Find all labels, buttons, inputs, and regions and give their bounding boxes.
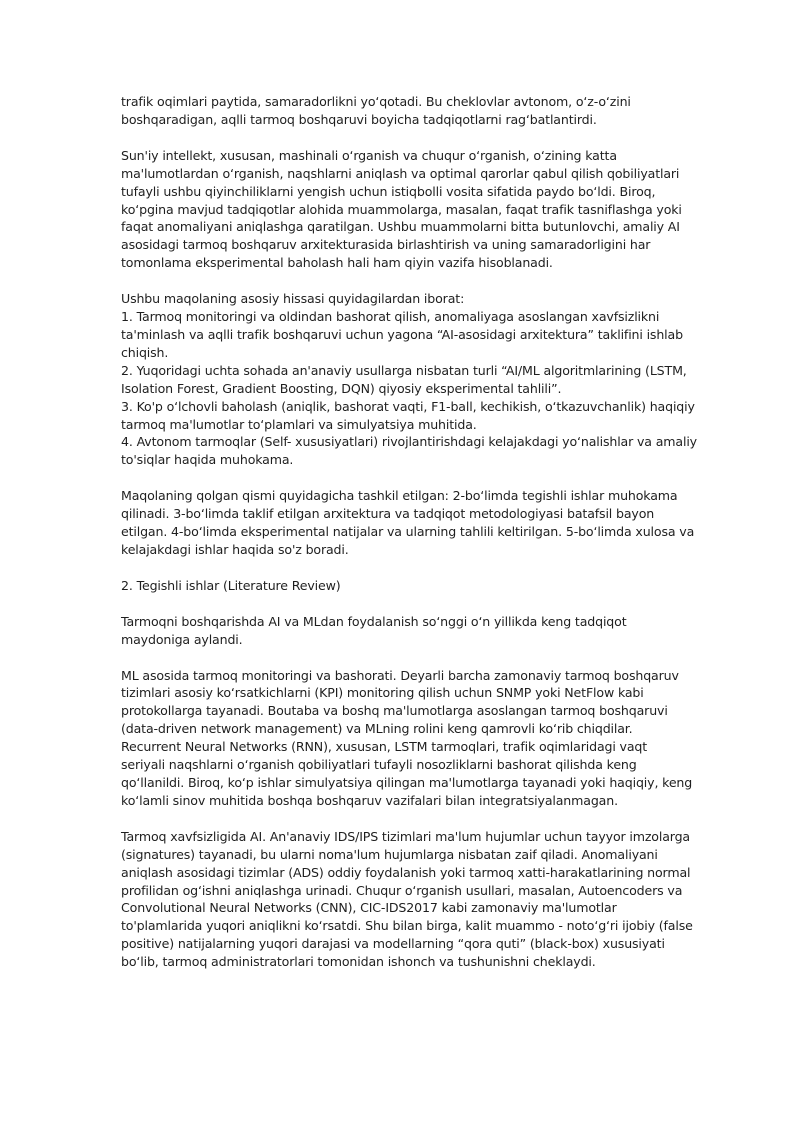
text-line: 4. Avtonom tarmoqlar (Self- xususiyatlari) rivojlantirishdagi kelajakdagi yo‘nalishlar va amaliy bbox=[121, 434, 697, 450]
paragraph-ai-overview bbox=[121, 147, 687, 272]
text-line: maydoniga aylandi. bbox=[121, 631, 243, 647]
text-line: chiqish. bbox=[121, 344, 169, 360]
text-line: 2. Yuqoridagi uchta sohada an'anaviy usullarga nisbatan turli “AI/ML algoritmlarining (LSTM, bbox=[121, 362, 687, 378]
paragraph-contributions bbox=[121, 290, 697, 469]
text-line: etilgan. 4-bo‘limda eksperimental natijalar va ularning tahlili keltirilgan. 5-bo‘limda xulosa va bbox=[121, 524, 695, 540]
paragraph-structure bbox=[121, 487, 695, 559]
text-line: (signatures) tayanadi, bu ularni noma'lum hujumlarga nisbatan zaif qiladi. Anomaliyani bbox=[121, 846, 658, 862]
text-line: 3. Ko'p o‘lchovli baholash (aniqlik, bashorat vaqti, F1-ball, kechikish, o‘tkazuvchanlik) haqiqiy bbox=[121, 398, 695, 414]
text-line: to'siqlar haqida muhokama. bbox=[121, 452, 294, 468]
text-line: bo‘lib, tarmoq administratorlari tomonidan ishonch va tushunishni cheklaydi. bbox=[121, 954, 596, 970]
document-body bbox=[121, 93, 697, 989]
text-line: trafik oqimlari paytida, samaradorlikni yo‘qotadi. Bu cheklovlar avtonom, o‘z-o‘zini bbox=[121, 94, 631, 109]
text-line: Tarmoqni boshqarishda AI va MLdan foydalanish so‘nggi o‘n yillikda keng tadqiqot bbox=[121, 613, 627, 629]
text-line: kelajakdagi ishlar haqida so'z boradi. bbox=[121, 541, 349, 557]
paragraph-efficiency-intro bbox=[121, 93, 687, 129]
text-line: protokollarga tayanadi. Boutaba va boshq ma'lumotlarga asoslangan tarmoq boshqaruvi bbox=[121, 703, 668, 719]
text-line: Ushbu maqolaning asosiy hissasi quyidagilardan iborat: bbox=[121, 291, 465, 307]
text-line: ta'minlash va aqlli trafik boshqaruvi uchun yagona “AI-asosidagi arxitektura” taklifini ishlab bbox=[121, 326, 683, 342]
text-line: boshqaradigan, aqlli tarmoq boshqaruvi boyicha tadqiqotlarni rag‘batlantirdi. bbox=[121, 111, 597, 127]
text-line: tomonlama eksperimental baholash hali ham qiyin vazifa hisoblanadi. bbox=[121, 255, 553, 271]
text-line: tizimlari asosiy ko‘rsatkichlarni (KPI) monitoring qilish uchun SNMP yoki NetFlow kabi bbox=[121, 685, 644, 701]
text-line: to'plamlarida yuqori aniqlikni ko‘rsatdi. Shu bilan birga, kalit muammo - noto‘g‘ri ijobiy (false bbox=[121, 918, 693, 934]
text-line: 1. Tarmoq monitoringi va oldindan bashorat qilish, anomaliyaga asoslangan xavfsizlikni bbox=[121, 309, 660, 325]
text-line: tarmoq ma'lumotlar to‘plamlari va simulyatsiya muhitida. bbox=[121, 416, 477, 432]
text-line: ko‘pgina mavjud tadqiqotlar alohida muammolarga, masalan, faqat trafik tasniflashga yoki bbox=[121, 201, 682, 217]
text-line: faqat anomaliyani aniqlashga qaratilgan. Ushbu muammolarni bitta butunlovchi, amaliy AI bbox=[121, 219, 680, 235]
text-line: Isolation Forest, Gradient Boosting, DQN) qiyosiy eksperimental tahlili”. bbox=[121, 380, 562, 396]
text-line: seriyali naqshlarni o‘rganish qobiliyatlari tufayli nosozliklarni bashorat qilishda keng bbox=[121, 757, 637, 773]
paragraph-related-intro bbox=[121, 613, 687, 649]
text-line: qo‘llanildi. Biroq, ko‘p ishlar simulyatsiya qilingan ma'lumotlarga tayanadi yoki haqiqiy, keng bbox=[121, 775, 693, 790]
text-line: Recurrent Neural Networks (RNN), xususan, LSTM tarmoqlari, trafik oqimlaridagi vaqt bbox=[121, 739, 648, 755]
text-line: positive) natijalarning yuqori darajasi va modellarning “qora quti” (black-box) xususiyati bbox=[121, 936, 665, 952]
text-line: asosidagi tarmoq boshqaruv arxitekturasida birlashtirish va uning samaradorligini har bbox=[121, 237, 651, 253]
section-heading bbox=[121, 577, 687, 595]
text-line: aniqlash asosidagi tizimlar (ADS) oddiy foydalanish yoki tarmoq xatti-harakatlarining normal bbox=[121, 864, 691, 880]
text-line: qilinadi. 3-bo‘limda taklif etilgan arxitektura va tadqiqot metodologiyasi batafsil bayon bbox=[121, 506, 655, 522]
text-line: (data-driven network management) va MLning rolini keng qamrovli ko‘rib chiqdilar. bbox=[121, 721, 633, 737]
text-line: ma'lumotlardan o‘rganish, naqshlarni aniqlash va optimal qarorlar qabul qilish qobiliyatlari bbox=[121, 165, 680, 181]
paragraph-ai-security bbox=[121, 828, 693, 971]
text-line: Tarmoq xavfsizligida AI. An'anaviy IDS/IPS tizimlari ma'lum hujumlar uchun tayyor imzolarga bbox=[121, 828, 690, 844]
text-line: ko‘lamli sinov muhitida boshqa boshqaruv vazifalari bilan integratsiyalanmagan. bbox=[121, 792, 618, 808]
text-line: Maqolaning qolgan qismi quyidagicha tashkil etilgan: 2-bo‘limda tegishli ishlar muhokama bbox=[121, 488, 678, 504]
text-line: Convolutional Neural Networks (CNN), CIC-IDS2017 kabi zamonaviy ma'lumotlar bbox=[121, 900, 617, 916]
section-title: 2. Tegishli ishlar (Literature Review) bbox=[121, 577, 341, 593]
text-line: ML asosida tarmoq monitoringi va bashorati. Deyarli barcha zamonaviy tarmoq boshqaruv bbox=[121, 667, 679, 683]
paragraph-ml-monitoring bbox=[121, 667, 693, 810]
text-line: Sun'iy intellekt, xususan, mashinali o‘rganish va chuqur o‘rganish, o‘zining katta bbox=[121, 147, 617, 163]
text-line: tufayli ushbu qiyinchiliklarni yengish uchun istiqbolli vosita sifatida paydo bo‘ldi. Biroq, bbox=[121, 183, 656, 199]
text-line: profilidan og‘ishni aniqlashga urinadi. Chuqur o‘rganish usullari, masalan, Autoencoders va bbox=[121, 882, 683, 898]
